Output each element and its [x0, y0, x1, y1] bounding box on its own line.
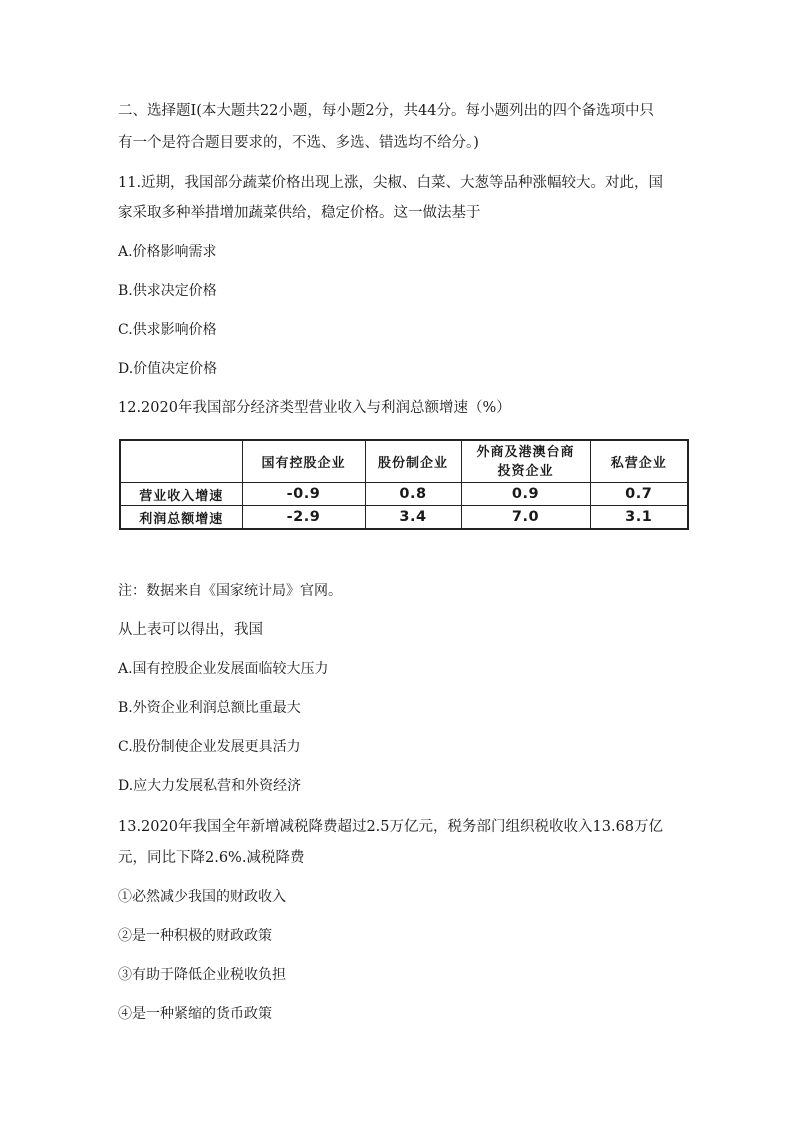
q11-option-b: B.供求决定价格 [118, 283, 217, 299]
header-joint-stock: 股份制企业 [365, 440, 461, 483]
q11-option-a: A.价格影响需求 [118, 244, 217, 260]
table-cell: 0.7 [590, 483, 688, 506]
q11-stem-line-1: 11.近期，我国部分蔬菜价格出现上涨，尖椒、白菜、大葱等品种涨幅较大。对此，国 [118, 175, 664, 191]
q12-note: 注：数据来自《国家统计局》官网。 [118, 583, 342, 599]
table-cell: 3.4 [365, 506, 461, 530]
q12-option-c: C.股份制使企业发展更具活力 [118, 739, 301, 755]
header-private: 私营企业 [590, 440, 688, 483]
q13-stem-line-1: 13.2020年我国全年新增减税降费超过2.5万亿元，税务部门组织税收收入13.68万亿 [118, 819, 664, 835]
growth-rate-table [119, 439, 689, 530]
table-cell: -2.9 [242, 506, 365, 530]
q12-option-d: D.应大力发展私营和外资经济 [118, 778, 302, 794]
table-cell: -0.9 [242, 483, 365, 506]
q12-prompt: 从上表可以得出，我国 [118, 622, 263, 638]
table-cell: 0.8 [365, 483, 461, 506]
q11-stem-line-2: 家采取多种举措增加蔬菜供给，稳定价格。这一做法基于 [118, 205, 481, 221]
table-header-row [120, 440, 688, 483]
header-state-controlled: 国有控股企业 [242, 440, 365, 483]
header-foreign-line-2: 投资企业 [497, 463, 554, 479]
section-heading-line-1: 二、选择题Ⅰ(本大题共22小题，每小题2分，共44分。每小题列出的四个备选项中只 [118, 103, 655, 119]
q11-option-c: C.供求影响价格 [118, 322, 217, 338]
q13-item-4: ④是一种紧缩的货币政策 [118, 1006, 272, 1022]
table-cell: 3.1 [590, 506, 688, 530]
q11-option-d: D.价值决定价格 [118, 361, 218, 377]
q13-item-2: ②是一种积极的财政政策 [118, 928, 272, 944]
q12-option-a: A.国有控股企业发展面临较大压力 [118, 661, 329, 677]
q13-item-3: ③有助于降低企业税收负担 [118, 967, 286, 983]
header-foreign-invested [461, 440, 590, 483]
table-cell: 0.9 [461, 483, 590, 506]
header-foreign-line-1: 外商及港澳台商 [476, 444, 575, 460]
q13-stem-line-2: 元，同比下降2.6%.减税降费 [118, 850, 305, 866]
q12-stem: 12.2020年我国部分经济类型营业收入与利润总额增速（%） [118, 400, 511, 416]
table-corner-cell [120, 440, 242, 483]
q12-option-b: B.外资企业利润总额比重最大 [118, 700, 301, 716]
table-cell: 7.0 [461, 506, 590, 530]
table-row [120, 506, 688, 530]
section-heading-line-2: 有一个是符合题目要求的，不选、多选、错选均不给分。) [118, 135, 479, 151]
table-row [120, 483, 688, 506]
q13-item-1: ①必然减少我国的财政收入 [118, 889, 286, 905]
row-label-revenue: 营业收入增速 [120, 483, 242, 506]
row-label-profit: 利润总额增速 [120, 506, 242, 530]
